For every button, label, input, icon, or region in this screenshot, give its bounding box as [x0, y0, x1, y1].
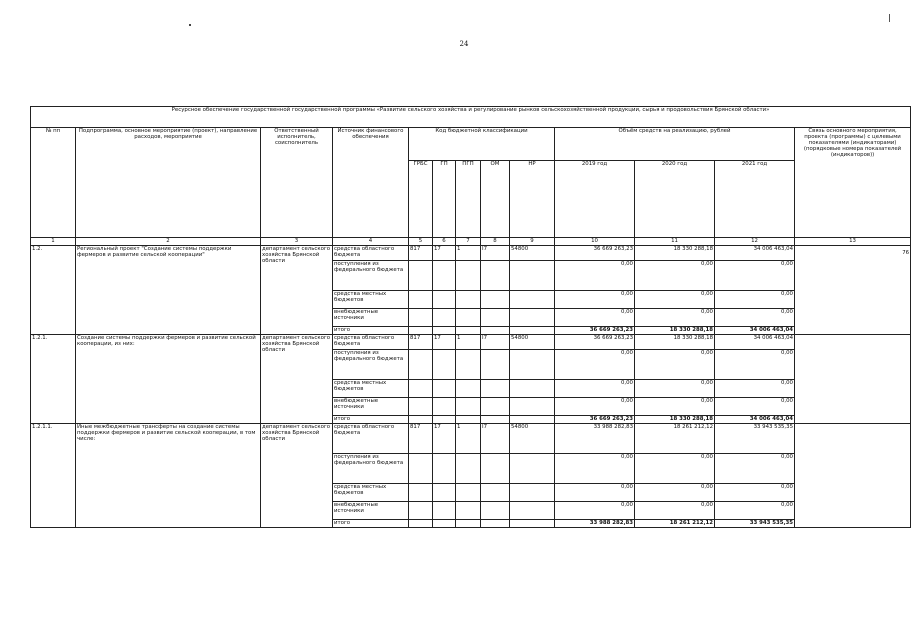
amount-2019: 0,00 [555, 454, 635, 484]
amount-2020: 18 330 288,18 [635, 246, 715, 261]
amount-2019: 0,00 [555, 502, 635, 520]
source-regional: средства областного бюджета [333, 335, 409, 350]
row-number: 1.2. [31, 246, 76, 335]
program-name: Иные межбюджетные трансферты на создание системы поддержки фермеров и развитие сельской кооперации, в том числе: [76, 424, 261, 528]
col-number: 12 [715, 238, 795, 246]
code-gp: 17 [433, 246, 456, 261]
header-kbk: Код бюджетной классификации [409, 128, 555, 161]
header-source: Источник финансового обеспечения [333, 128, 409, 238]
code-grbs: 817 [409, 246, 433, 261]
amount-2021: 0,00 [715, 350, 795, 380]
col-number: 9 [510, 238, 555, 246]
header-2020: 2020 год [635, 161, 715, 238]
amount-2019: 0,00 [555, 350, 635, 380]
source-offbudget: внебюджетные источники [333, 398, 409, 416]
code-om: I7 [481, 335, 510, 350]
col-number: 2 [76, 238, 261, 246]
col-number: 10 [555, 238, 635, 246]
col-number: 8 [481, 238, 510, 246]
amount-2019: 33 988 282,83 [555, 424, 635, 454]
total-2021: 33 943 535,35 [715, 520, 795, 528]
header-2019: 2019 год [555, 161, 635, 238]
row-number: 1.2.1.1. [31, 424, 76, 528]
header-executor: Ответственный исполнитель, соисполнитель [261, 128, 333, 238]
code-pgp: 1 [456, 424, 481, 454]
source-local: средства местных бюджетов [333, 380, 409, 398]
col-number: 13 [795, 238, 911, 246]
amount-2019: 0,00 [555, 398, 635, 416]
amount-2019: 36 669 263,23 [555, 335, 635, 350]
amount-2021: 0,00 [715, 380, 795, 398]
code-nr: 54800 [510, 424, 555, 454]
scan-mark [889, 14, 890, 22]
total-2021: 34 006 463,04 [715, 327, 795, 335]
code-grbs: 817 [409, 335, 433, 350]
source-federal: поступления из федерального бюджета [333, 261, 409, 291]
indicator-number [795, 424, 911, 528]
executor: департамент сельского хозяйства Брянской области [261, 335, 333, 424]
amount-2021: 0,00 [715, 454, 795, 484]
source-offbudget: внебюджетные источники [333, 502, 409, 520]
total-2019: 36 669 263,23 [555, 327, 635, 335]
header-2021: 2021 год [715, 161, 795, 238]
source-total: итого [333, 327, 409, 335]
col-number: 11 [635, 238, 715, 246]
code-gp: 17 [433, 335, 456, 350]
header-grbs: ГРБС [409, 161, 433, 238]
total-2019: 36 669 263,23 [555, 416, 635, 424]
amount-2019: 0,00 [555, 309, 635, 327]
amount-2021: 0,00 [715, 398, 795, 416]
amount-2021: 0,00 [715, 502, 795, 520]
amount-2019: 0,00 [555, 484, 635, 502]
executor: департамент сельского хозяйства Брянской области [261, 424, 333, 528]
source-offbudget: внебюджетные источники [333, 309, 409, 327]
source-federal: поступления из федерального бюджета [333, 350, 409, 380]
amount-2021: 33 943 535,35 [715, 424, 795, 454]
amount-2021: 34 006 463,04 [715, 335, 795, 350]
scan-speck [189, 24, 191, 26]
col-number: 5 [409, 238, 433, 246]
total-2020: 18 261 212,12 [635, 520, 715, 528]
source-federal: поступления из федерального бюджета [333, 454, 409, 484]
amount-2021: 0,00 [715, 261, 795, 291]
amount-2021: 0,00 [715, 309, 795, 327]
code-pgp: 1 [456, 335, 481, 350]
resource-table [30, 106, 911, 528]
amount-2020: 0,00 [635, 261, 715, 291]
table-title: Ресурсное обеспечение государственной государственной программы «Развитие сельского хозяйства и регулирование рынков сельскохозяйственной продукции, сырья и продовольствия Брянской области» [31, 107, 911, 128]
amount-2020: 18 261 212,12 [635, 424, 715, 454]
total-2020: 18 330 288,18 [635, 416, 715, 424]
row-number: 1.2.1. [31, 335, 76, 424]
code-grbs: 817 [409, 424, 433, 454]
amount-2019: 0,00 [555, 291, 635, 309]
amount-2020: 0,00 [635, 309, 715, 327]
amount-2020: 0,00 [635, 398, 715, 416]
source-total: итого [333, 416, 409, 424]
header-program: Подпрограмма, основное мероприятие (проект), направление расходов, мероприятие [76, 128, 261, 238]
col-number: 3 [261, 238, 333, 246]
source-total: итого [333, 520, 409, 528]
code-om: I7 [481, 424, 510, 454]
amount-2020: 0,00 [635, 350, 715, 380]
amount-2021: 0,00 [715, 484, 795, 502]
amount-2019: 0,00 [555, 380, 635, 398]
source-local: средства местных бюджетов [333, 484, 409, 502]
header-gp: ГП [433, 161, 456, 238]
source-regional: средства областного бюджета [333, 424, 409, 454]
amount-2021: 34 006 463,04 [715, 246, 795, 261]
code-pgp: 1 [456, 246, 481, 261]
col-number: 7 [456, 238, 481, 246]
col-number: 6 [433, 238, 456, 246]
col-number: 1 [31, 238, 76, 246]
indicator-number [795, 335, 911, 424]
executor: департамент сельского хозяйства Брянской области [261, 246, 333, 335]
header-nr: НР [510, 161, 555, 238]
col-number: 4 [333, 238, 409, 246]
source-regional: средства областного бюджета [333, 246, 409, 261]
program-name: Региональный проект "Создание системы поддержки фермеров и развитие сельской кооперации" [76, 246, 261, 335]
total-2020: 18 330 288,18 [635, 327, 715, 335]
code-gp: 17 [433, 424, 456, 454]
total-2021: 34 006 463,04 [715, 416, 795, 424]
total-2019: 33 988 282,83 [555, 520, 635, 528]
source-local: средства местных бюджетов [333, 291, 409, 309]
amount-2019: 0,00 [555, 261, 635, 291]
amount-2020: 0,00 [635, 380, 715, 398]
amount-2021: 0,00 [715, 291, 795, 309]
code-om: I7 [481, 246, 510, 261]
program-name: Создание системы поддержки фермеров и развитие сельской кооперации, из них: [76, 335, 261, 424]
header-indicator-link: Связь основного мероприятия, проекта (программы) с целевыми показателями (индикаторами) (порядковые номера показателей (индикаторов)) [795, 128, 911, 238]
amount-2019: 36 669 263,23 [555, 246, 635, 261]
header-pgp: ПГП [456, 161, 481, 238]
code-nr: 54800 [510, 335, 555, 350]
amount-2020: 0,00 [635, 502, 715, 520]
header-volume: Объём средств на реализацию, рублей [555, 128, 795, 161]
header-num: № пп [31, 128, 76, 238]
amount-2020: 0,00 [635, 291, 715, 309]
amount-2020: 0,00 [635, 454, 715, 484]
code-nr: 54800 [510, 246, 555, 261]
amount-2020: 0,00 [635, 484, 715, 502]
page-number: 24 [459, 40, 469, 48]
indicator-number: 76 [795, 246, 911, 335]
header-om: ОМ [481, 161, 510, 238]
amount-2020: 18 330 288,18 [635, 335, 715, 350]
